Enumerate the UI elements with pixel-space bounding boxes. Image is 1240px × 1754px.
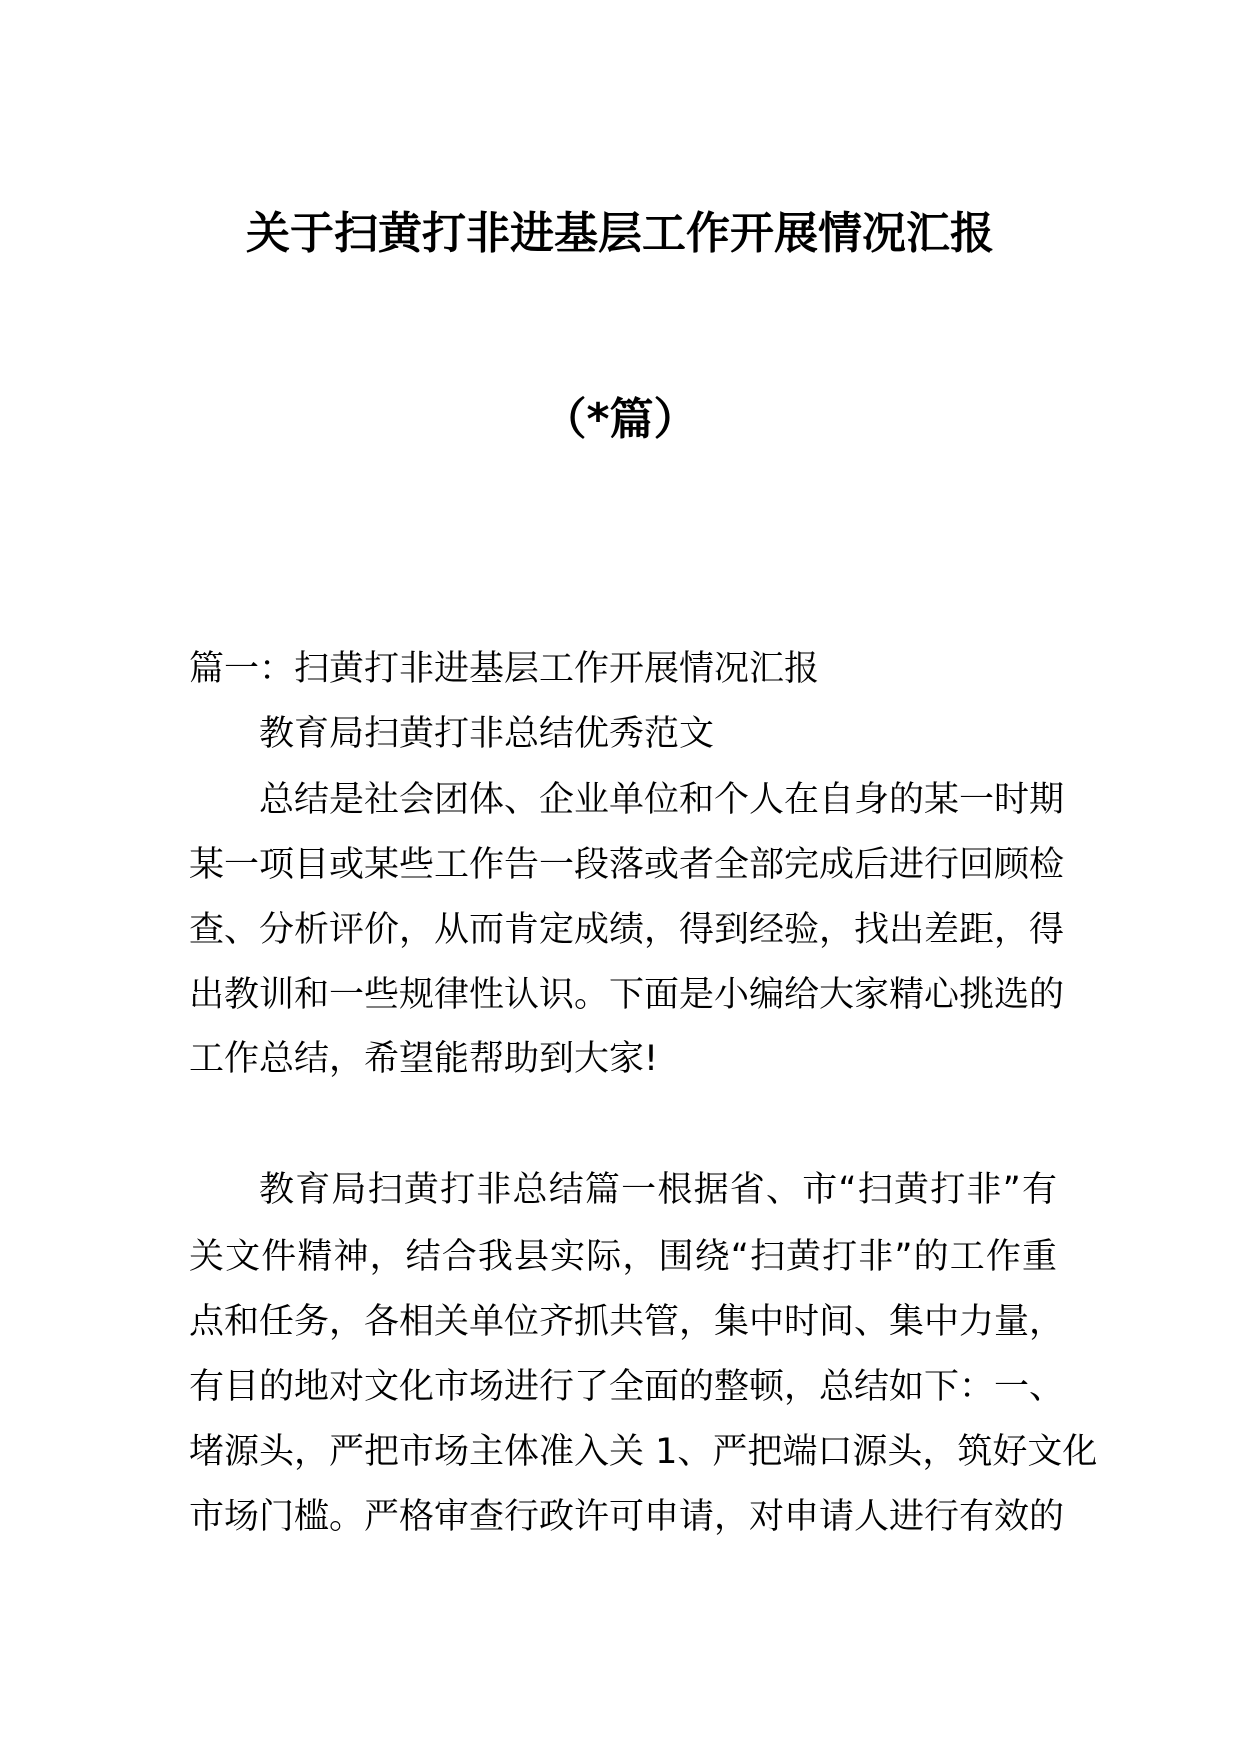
section-subheading: 教育局扫黄打非总结优秀范文 <box>259 714 715 754</box>
document-title: 关于扫黄打非进基层工作开展情况汇报 <box>246 208 994 259</box>
paragraph-line: 工作总结，希望能帮助到大家! <box>189 1039 659 1079</box>
paragraph-line: 教育局扫黄打非总结篇一根据省、市“扫黄打非”有 <box>259 1170 1057 1210</box>
document-subtitle: （*篇） <box>542 394 698 445</box>
paragraph-line: 关文件精神，结合我县实际，围绕“扫黄打非”的工作重 <box>189 1237 1057 1277</box>
paragraph-line: 总结是社会团体、企业单位和个人在自身的某一时期 <box>259 780 1065 820</box>
paragraph-line: 市场门槛。严格审查行政许可申请，对申请人进行有效的 <box>189 1497 1065 1537</box>
paragraph-line: 有目的地对文化市场进行了全面的整顿，总结如下：一、 <box>189 1367 1065 1407</box>
paragraph-line: 堵源头，严把市场主体准入关 1、严把端口源头，筑好文化 <box>189 1432 1098 1472</box>
paragraph-line: 查、分析评价，从而肯定成绩，得到经验，找出差距，得 <box>189 910 1065 950</box>
paragraph-line: 某一项目或某些工作告一段落或者全部完成后进行回顾检 <box>189 845 1065 885</box>
section-heading: 篇一：扫黄打非进基层工作开展情况汇报 <box>189 649 820 689</box>
paragraph-line: 出教训和一些规律性认识。下面是小编给大家精心挑选的 <box>189 975 1065 1015</box>
paragraph-line: 点和任务，各相关单位齐抓共管，集中时间、集中力量， <box>189 1302 1065 1342</box>
